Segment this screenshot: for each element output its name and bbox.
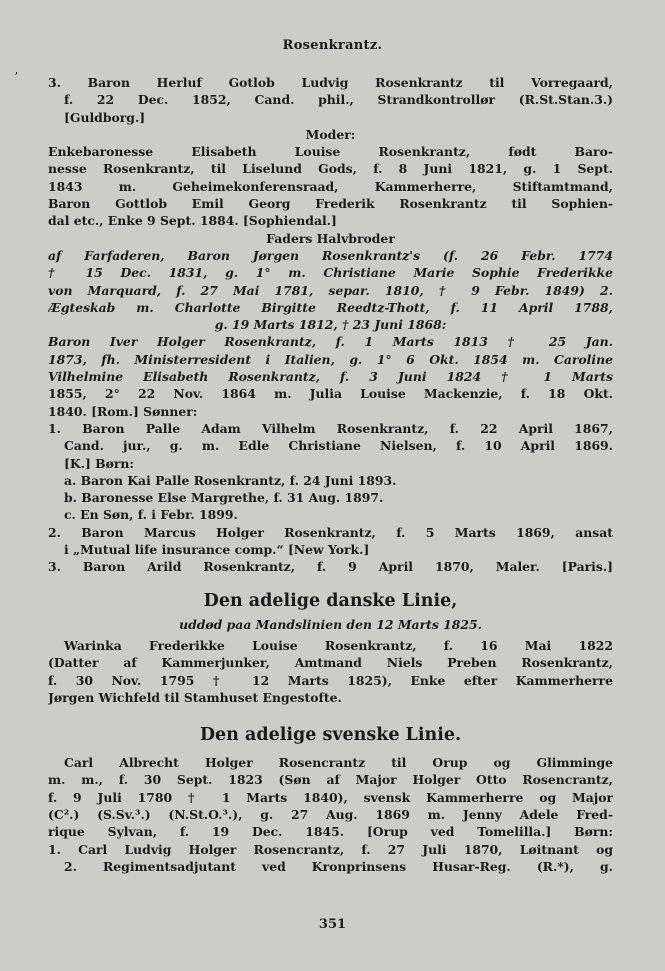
section-rosenkrantz-barons — [48, 74, 613, 576]
text-line: 2. Baron Marcus Holger Rosenkrantz, f. 5 Marts 1869, ansat — [48, 524, 613, 540]
text-line: 1. Carl Ludvig Holger Rosencrantz, f. 27 Juli 1870, Løitnant og — [48, 841, 613, 857]
text-line: Carl Albrecht Holger Rosencrantz til Orup og Glimminge — [64, 755, 613, 771]
text-line: † 15 Dec. 1831, g. 1° m. Christiane Marie Sophie Frederikke — [48, 265, 613, 281]
text-line: Jørgen Wichfeld til Stamhuset Engestofte. — [48, 689, 342, 705]
text-line: af Farfaderen, Baron Jørgen Rosenkrantz's (f. 26 Febr. 1774 — [48, 247, 613, 263]
running-head: Rosenkrantz. — [282, 38, 383, 53]
text-line: von Marquard, f. 27 Mai 1781, separ. 1810, † 9 Febr. 1849) 2. — [48, 282, 613, 298]
text-line: 1855, 2° 22 Nov. 1864 m. Julia Louise Mackenzie, f. 18 Okt. — [48, 386, 613, 402]
text-line: m. m., f. 30 Sept. 1823 (Søn af Major Holger Otto Rosencrantz, — [48, 772, 613, 788]
text-line: Warinka Frederikke Louise Rosenkrantz, f. 16 Mai 1822 — [64, 637, 613, 653]
section-danish-line — [48, 637, 613, 706]
text-line: Baron Iver Holger Rosenkrantz, f. 1 Marts 1813 † 25 Jan. — [48, 334, 613, 350]
text-line: nesse Rosenkrantz, til Liselund Gods, f. 8 Juni 1821, g. 1 Sept. — [48, 161, 613, 177]
text-line: c. En Søn, f. i Febr. 1899. — [64, 507, 238, 523]
text-line: Enkebaronesse Elisabeth Louise Rosenkrantz, født Baro- — [48, 144, 613, 160]
text-line: 3. Baron Arild Rosenkrantz, f. 9 April 1870, Maler. [Paris.] — [48, 559, 613, 575]
text-line: 3. Baron Herluf Gotlob Ludvig Rosenkrantz til Vorregaard, — [48, 75, 613, 90]
text-line: Vilhelmine Elisabeth Rosenkrantz, f. 3 Juni 1824 † 1 Marts — [48, 369, 613, 385]
text-line: Moder: — [305, 126, 356, 142]
text-line: i „Mutual life insurance comp.“ [New York.] — [64, 542, 370, 558]
text-line: [K.] Børn: — [64, 455, 134, 471]
text-line: f. 22 Dec. 1852, Cand. phil., Strandkontrollør (R.St.Stan.3.) — [64, 92, 613, 108]
text-line: Cand. jur., g. m. Edle Christiane Nielsen, f. 10 April 1869. — [64, 438, 613, 454]
text-line: f. 9 Juli 1780 † 1 Marts 1840), svensk Kammerherre og Major — [48, 789, 613, 805]
heading-swedish-line: Den adelige svenske Linie. — [199, 725, 462, 746]
text-line: dal etc., Enke 9 Sept. 1884. [Sophiendal.] — [48, 213, 337, 229]
heading-danish-line: Den adelige danske Linie, — [203, 590, 458, 611]
text-line: (Datter af Kammerjunker, Amtmand Niels Preben Rosenkrantz, — [48, 655, 613, 671]
text-line: g. 19 Marts 1812, † 23 Juni 1868: — [214, 317, 447, 333]
page-body — [48, 74, 613, 875]
subheading-danish-line: uddød paa Mandslinien den 12 Marts 1825. — [179, 616, 482, 632]
text-line: Faders Halvbroder — [266, 230, 395, 246]
text-line: 1840. [Rom.] Sønner: — [48, 403, 198, 419]
text-line: [Guldborg.] — [64, 109, 146, 125]
text-line: b. Baronesse Else Margrethe, f. 31 Aug. 1897. — [64, 490, 384, 506]
text-line: 1843 m. Geheimekonferensraad, Kammerherre, Stiftamtmand, — [48, 178, 613, 194]
text-line: 1873, fh. Ministerresident i Italien, g. 1° 6 Okt. 1854 m. Caroline — [48, 351, 613, 367]
text-line: 1. Baron Palle Adam Vilhelm Rosenkrantz, f. 22 April 1867, — [48, 420, 613, 436]
text-line: (C².) (S.Sv.³.) (N.St.O.³.), g. 27 Aug. 1869 m. Jenny Adele Fred- — [48, 806, 613, 822]
text-line: Ægteskab m. Charlotte Birgitte Reedtz-Thott, f. 11 April 1788, — [48, 299, 613, 315]
page-number: 351 — [318, 917, 347, 932]
text-line: rique Sylvan, f. 19 Dec. 1845. [Orup ved Tomelilla.] Børn: — [48, 824, 613, 840]
speck-mark: ʼ — [14, 70, 18, 84]
text-line: Baron Gottlob Emil Georg Frederik Rosenkrantz til Sophien- — [48, 196, 613, 212]
section-swedish-line — [48, 754, 613, 875]
text-line: a. Baron Kai Palle Rosenkrantz, f. 24 Juni 1893. — [64, 472, 397, 488]
text-line: 2. Regimentsadjutant ved Kronprinsens Husar-Reg. (R.*), g. — [64, 858, 613, 874]
text-line: f. 30 Nov. 1795 † 12 Marts 1825), Enke efter Kammerherre — [48, 672, 613, 688]
